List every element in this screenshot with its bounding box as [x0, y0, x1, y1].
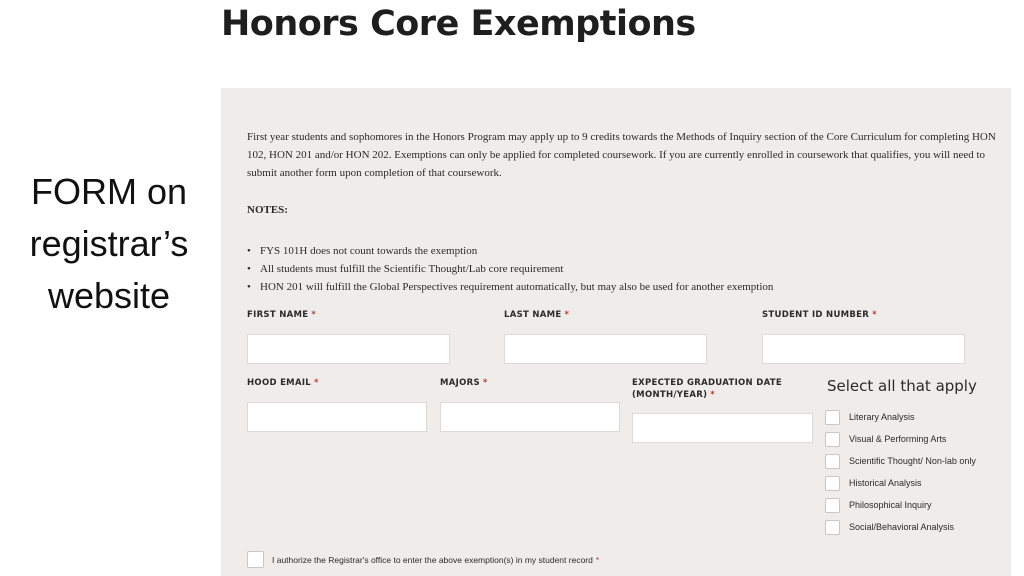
select-all-heading: Select all that apply [827, 377, 977, 395]
checkbox[interactable] [825, 454, 840, 469]
student-id-label [762, 309, 877, 321]
first-name-input[interactable] [247, 334, 450, 364]
required-marker: * [311, 310, 317, 320]
note-item: • FYS 101H does not count towards the exemption [247, 242, 773, 260]
option-historical-analysis[interactable] [825, 474, 922, 492]
slide-title: Honors Core Exemptions [221, 4, 696, 44]
option-label: Scientific Thought/ Non-lab only [849, 456, 976, 466]
required-marker: * [482, 378, 488, 388]
option-label: Historical Analysis [849, 478, 922, 488]
grad-date-label [632, 377, 782, 401]
required-marker: * [710, 390, 716, 400]
student-id-input[interactable] [762, 334, 965, 364]
checkbox[interactable] [825, 476, 840, 491]
grad-date-label-line: (MONTH/YEAR) [632, 390, 708, 400]
side-caption-line: FORM on [30, 171, 188, 212]
checkbox[interactable] [825, 410, 840, 425]
note-item: • All students must fulfill the Scientific Thought/Lab core requirement [247, 260, 773, 278]
required-marker: * [314, 378, 319, 388]
last-name-label-text: LAST NAME [504, 310, 562, 320]
majors-input[interactable] [440, 402, 620, 432]
checkbox[interactable] [825, 520, 840, 535]
notes-list [247, 242, 773, 296]
first-name-label-text: FIRST NAME [247, 310, 309, 320]
option-label: Visual & Performing Arts [849, 434, 947, 444]
majors-label-text: MAJORS [440, 378, 480, 388]
authorization-row[interactable] [247, 551, 599, 568]
required-marker: * [564, 310, 570, 320]
option-label: Social/Behavioral Analysis [849, 522, 955, 532]
note-item: • HON 201 will fulfill the Global Perspectives requirement automatically, but may also be used for another exemption [247, 278, 773, 296]
form-intro: First year students and sophomores in the Honors Program may apply up to 9 credits towards the Methods of Inquiry section of the Core Curriculum for completing HON 102, HON 201 and/or HON 202. Exemptions can only be applied for completed coursework. If you are currently enrolled in coursework that qualifies, you will need to submit another form upon completion of that coursework. [247, 131, 996, 179]
authorization-label: I authorize the Registrar's office to enter the above exemption(s) in my student record [272, 554, 593, 565]
required-marker: * [595, 554, 600, 565]
checkbox[interactable] [825, 432, 840, 447]
student-id-label-text: STUDENT ID NUMBER [762, 310, 870, 320]
side-caption [0, 166, 218, 322]
option-social-behavioral-analysis[interactable] [825, 518, 954, 536]
option-scientific-thought[interactable] [825, 452, 976, 470]
option-label: Literary Analysis [849, 412, 915, 422]
hood-email-label-text: HOOD EMAIL [247, 378, 312, 388]
side-caption-line: registrar’s [29, 223, 189, 264]
option-visual-performing-arts[interactable] [825, 430, 946, 448]
majors-label [440, 377, 488, 389]
grad-date-label-line: EXPECTED GRADUATION DATE [632, 378, 783, 388]
option-philosophical-inquiry[interactable] [825, 496, 932, 514]
first-name-label [247, 309, 316, 321]
option-label: Philosophical Inquiry [849, 500, 932, 510]
checkbox[interactable] [825, 498, 840, 513]
option-literary-analysis[interactable] [825, 408, 915, 426]
hood-email-label [247, 377, 319, 389]
side-caption-line: website [47, 275, 171, 316]
notes-heading: NOTES: [247, 204, 288, 216]
hood-email-input[interactable] [247, 402, 427, 432]
required-marker: * [872, 310, 877, 320]
grad-date-input[interactable] [632, 413, 813, 443]
last-name-label [504, 309, 569, 321]
last-name-input[interactable] [504, 334, 707, 364]
authorization-checkbox[interactable] [247, 551, 264, 568]
